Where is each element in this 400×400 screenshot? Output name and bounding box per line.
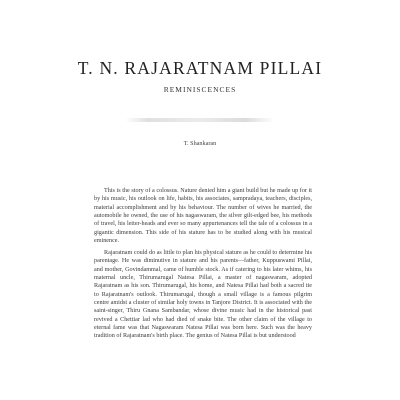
scan-artifact-smudge [125, 118, 275, 122]
article-author: T. Shankaran [183, 140, 217, 147]
body-paragraph: Rajaratnam could do as little to plan his physical stature as he could to determine his parentage. He was diminutive in stature and his parents—father, Kuppuswami Pillai, and mother, Govindammal, came of humble stock. As if catering to his later whims, his maternal uncle, Thirumarugal Natesa Pillai, a master of nagaswaram, adopted Rajaratnam as his son. Thirumarugal, his home, and Natesa Pillai had both a sacred tie to Rajaratnam's outlook. Thirumarugal, though a small village is a famous pilgrim centre amidst a cluster of similar holy towns in Tanjore District. It is associated with the saint-singer, Thiru Gnana Sambandar, whose divine music had in the historical past revived a Chettiar lad who had died of snake bite. The other claim of the village to eternal fame was that Nagaswaram Natesa Pillai was born here. Such was the heavy tradition of Rajaratnam's birth place. The genius of Natesa Pillai is but understood [94, 250, 312, 340]
article-subtitle: REMINISCENCES [163, 85, 237, 94]
article-title: T. N. RAJARATNAM PILLAI [77, 58, 323, 78]
body-paragraph: This is the story of a colossus. Nature denied him a giant build but he made up for it by his music, his outlook on life, habits, his associates, sampradaya, teachers, disciples, material accomplishment and by his behaviour. The number of wives he married, the automobile he owned, the use of his nagaswaram, the silver gilt-edged bee, his methods of travel, his letter-heads and ever so many appurtenances tell the tale of a colossus in a gigantic dimension. This side of his stature has to be studied along with his musical eminence. [94, 188, 312, 244]
